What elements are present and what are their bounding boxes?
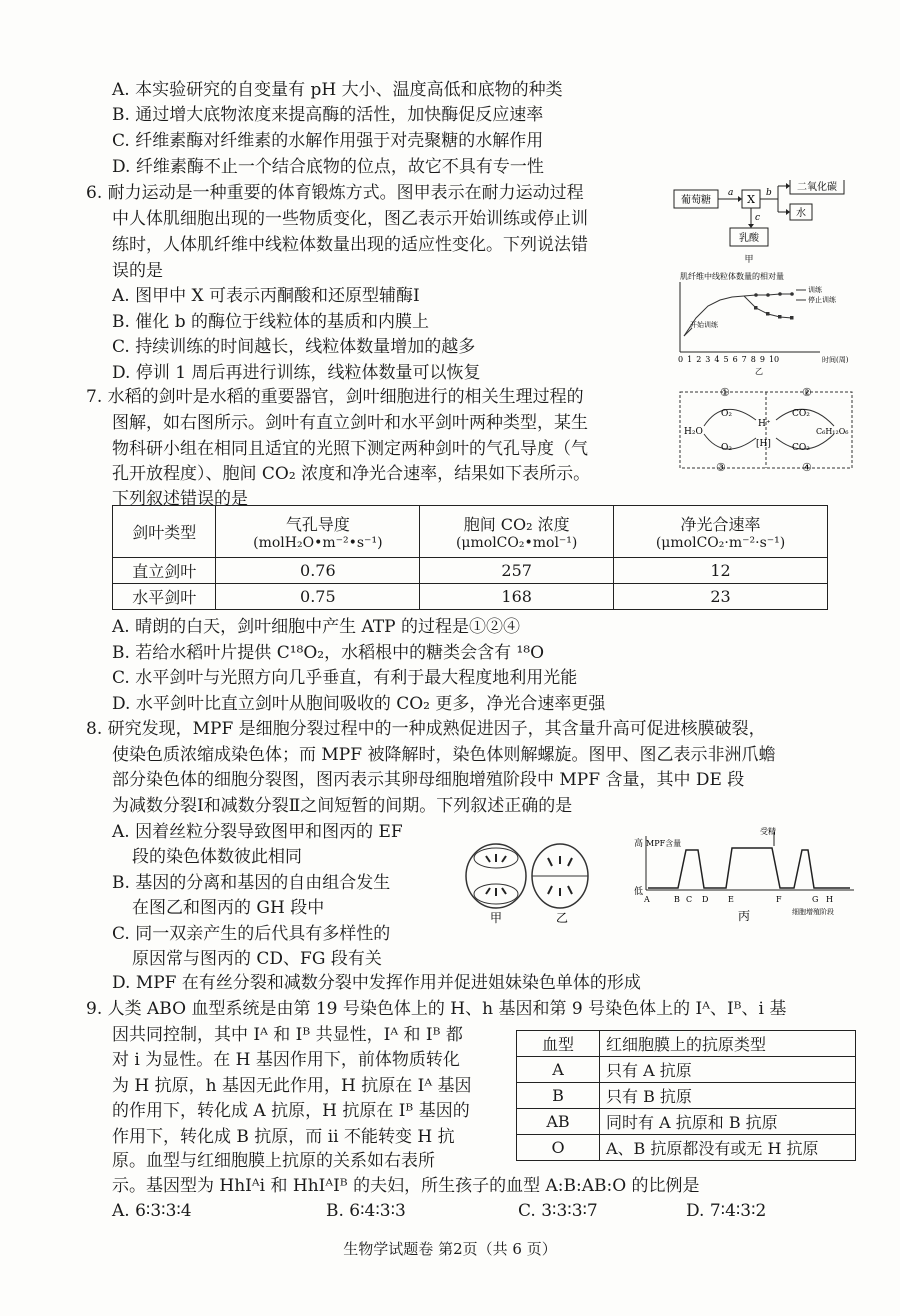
q6-option-c: C. 持续训练的时间越长，线粒体数量增加的越多 — [112, 337, 476, 357]
q6-figure-yi — [670, 270, 865, 378]
q8-stem-1: 8. 研究发现，MPF 是细胞分裂过程中的一种成熟促进因子，其含量升高可促进核膜破裂， — [86, 719, 766, 739]
q6-stem-3: 练时，人体肌纤维中线粒体数量出现的适应性变化。下列说法错 — [112, 235, 588, 255]
svg-text:细胞增殖阶段: 细胞增殖阶段 — [792, 908, 834, 916]
q7-option-d: D. 水平剑叶比直立剑叶从胞间吸收的 CO₂ 更多，净光合速率更强 — [112, 694, 606, 714]
q7-th-type: 剑叶类型 — [113, 506, 216, 558]
svg-text:受精: 受精 — [760, 827, 776, 836]
q9-stem-3: 对 i 为显性。在 H 基因作用下，前体物质转化 — [112, 1050, 460, 1070]
q7-stem-2: 图解，如右图所示。剑叶有直立剑叶和水平剑叶两种类型，某生 — [112, 413, 588, 433]
q6-option-d: D. 停训 1 周后再进行训练，线粒体数量可以恢复 — [112, 363, 481, 383]
svg-text:肌纤维中线粒体数量的相对量: 肌纤维中线粒体数量的相对量 — [680, 272, 784, 281]
q9-option-d: D. 7∶4∶3∶2 — [686, 1201, 767, 1221]
water-label: 水 — [796, 208, 806, 219]
q8-option-d: D. MPF 在有丝分裂和减数分裂中发挥作用并促进姐妹染色单体的形成 — [112, 973, 641, 993]
table-row: B 只有 B 抗原 — [517, 1083, 856, 1109]
svg-text:b: b — [766, 188, 772, 198]
svg-text:c: c — [755, 213, 761, 223]
q9-stem-6: 作用下，转化成 B 抗原，而 ii 不能转变 H 抗 — [112, 1127, 455, 1147]
q9-option-c: C. 3∶3∶3∶7 — [518, 1201, 598, 1221]
q9-stem-4: 为 H 抗原，h 基因无此作用，H 抗原在 Iᴬ 基因 — [112, 1076, 472, 1096]
svg-text:O₂: O₂ — [721, 409, 732, 419]
svg-text:E: E — [728, 895, 734, 904]
table-row: 水平剑叶 0.75 168 23 — [113, 584, 828, 610]
q9-stem-7: 原。血型与红细胞膜上抗原的关系如右表所 — [112, 1151, 435, 1171]
q5-option-d: D. 纤维素酶不止一个结合底物的位点，故它不具有专一性 — [112, 157, 544, 177]
q8-option-c: C. 同一双亲产生的后代具有多样性的 — [112, 924, 391, 944]
q6-option-b: B. 催化 b 的酶位于线粒体的基质和内膜上 — [112, 312, 429, 332]
svg-text:A: A — [644, 895, 650, 904]
svg-text:F: F — [776, 895, 782, 904]
svg-text:时间(周): 时间(周) — [822, 356, 849, 364]
q7-table: 剑叶类型 气孔导度 (molH₂O•m⁻²•s⁻¹) 胞间 CO₂ 浓度 (μmolCO₂•mol⁻¹) 净光合速率 (μmolCO₂·m⁻²·s⁻¹) 直立剑叶 0.76 257 12 水平剑叶 0.75 168 23 — [112, 505, 828, 610]
table-row: AB 同时有 A 抗原和 B 抗原 — [517, 1109, 856, 1135]
svg-text:[H]: [H] — [756, 439, 771, 449]
q8-option-a-2: 段的染色体数彼此相同 — [132, 847, 302, 867]
q7-stem-5: 下列叙述错误的是 — [112, 489, 248, 509]
svg-text:G: G — [812, 895, 819, 904]
q5-option-c: C. 纤维素酶对纤维素的水解作用强于对壳聚糖的水解作用 — [112, 131, 544, 151]
svg-text:H₂O: H₂O — [684, 427, 703, 437]
q7-figure — [676, 386, 856, 474]
q5-option-b: B. 通过增大底物浓度来提高酶的活性，加快酶促反应速率 — [112, 105, 544, 125]
q6-stem-1: 6. 耐力运动是一种重要的体育锻炼方式。图甲表示在耐力运动过程 — [86, 183, 584, 203]
svg-text:MPF含量: MPF含量 — [646, 839, 682, 848]
svg-text:停止训练: 停止训练 — [808, 296, 836, 304]
q7-option-b: B. 若给水稻叶片提供 C¹⁸O₂，水稻根中的糖类会含有 ¹⁸O — [112, 643, 545, 663]
svg-text:高: 高 — [634, 839, 644, 849]
q8-stem-3: 部分染色体的细胞分裂图，图丙表示其卵母细胞增殖阶段中 MPF 含量，其中 DE 段 — [112, 770, 745, 790]
q8-option-a: A. 因着丝粒分裂导致图甲和图丙的 EF — [112, 822, 403, 842]
svg-text:开始训练: 开始训练 — [690, 321, 718, 329]
table-row: O A、B 抗原都没有或无 H 抗原 — [517, 1135, 856, 1161]
svg-text:丙: 丙 — [738, 909, 751, 923]
q9-stem-1: 9. 人类 ABO 血型系统是由第 19 号染色体上的 H、h 基因和第 9 号染色体上的 Iᴬ、Iᴮ、i 基 — [86, 999, 787, 1019]
svg-text:D: D — [702, 895, 709, 904]
svg-text:低: 低 — [634, 887, 644, 897]
glucose-label: 葡萄糖 — [681, 195, 711, 206]
yi-ticks: 0 1 2 3 4 5 6 7 8 9 10 — [678, 355, 780, 364]
svg-text:O₂: O₂ — [721, 443, 732, 453]
q5-option-a: A. 本实验研究的自变量有 pH 大小、温度高低和底物的种类 — [112, 80, 563, 100]
q6-stem-2: 中人体肌细胞出现的一些物质变化，图乙表示开始训练或停止训 — [112, 209, 588, 229]
q8-option-b-2: 在图乙和图丙的 GH 段中 — [132, 898, 325, 918]
fig-jia-caption: 甲 — [744, 255, 754, 265]
q8-option-b: B. 基因的分离和基因的自由组合发生 — [112, 873, 391, 893]
q9-stem-8: 示。基因型为 HhIᴬi 和 HhIᴬIᴮ 的夫妇，所生孩子的血型 A:B:AB:O 的比例是 — [112, 1176, 700, 1196]
q7-stem-3: 物科研小组在相同且适宜的光照下测定两种剑叶的气孔导度（气 — [112, 439, 588, 459]
svg-text:CO₂: CO₂ — [792, 409, 810, 419]
q6-option-a: A. 图甲中 X 可表示丙酮酸和还原型辅酶I — [112, 286, 420, 306]
svg-text:H⁺: H⁺ — [758, 419, 771, 429]
svg-text:④: ④ — [802, 461, 812, 474]
q9-option-b: B. 6∶4∶3∶3 — [326, 1201, 406, 1221]
q7-stem-1: 7. 水稻的剑叶是水稻的重要器官，剑叶细胞进行的相关生理过程的 — [86, 387, 584, 407]
q8-stem-4: 为减数分裂Ⅰ和减数分裂Ⅱ之间短暂的间期。下列叙述正确的是 — [112, 796, 573, 816]
svg-text:a: a — [728, 188, 734, 198]
svg-text:H: H — [826, 895, 833, 904]
table-row: A 只有 A 抗原 — [517, 1057, 856, 1083]
svg-text:CO₂: CO₂ — [792, 443, 810, 453]
lactic-label: 乳酸 — [739, 233, 759, 244]
svg-text:C: C — [686, 895, 693, 904]
q6-figure-jia — [670, 180, 860, 265]
q9-stem-2: 因共同控制，其中 Iᴬ 和 Iᴮ 共显性，Iᴬ 和 Iᴮ 都 — [112, 1025, 463, 1045]
q7-option-a: A. 晴朗的白天，剑叶细胞中产生 ATP 的过程是①②④ — [112, 617, 521, 637]
q8-option-c-2: 原因常与图丙的 CD、FG 段有关 — [132, 949, 382, 969]
q7-option-c: C. 水平剑叶与光照方向几乎垂直，有利于最大程度地利用光能 — [112, 668, 578, 688]
svg-text:②: ② — [802, 386, 812, 399]
svg-text:甲: 甲 — [490, 911, 503, 925]
q9-table: 血型 红细胞膜上的抗原类型 A 只有 A 抗原 B 只有 B 抗原 AB 同时有 A 抗原和 B 抗原 O A、B 抗原都没有或无 H 抗原 — [516, 1030, 856, 1161]
q6-stem-4: 误的是 — [112, 261, 163, 281]
q8-stem-2: 使染色质浓缩成染色体；而 MPF 被降解时，染色体则解螺旋。图甲、图乙表示非洲爪蟾 — [112, 745, 776, 765]
svg-text:X: X — [747, 193, 755, 206]
svg-text:C₆H₁₂O₆: C₆H₁₂O₆ — [816, 427, 849, 436]
q8-cell-figures — [462, 838, 592, 928]
svg-text:①: ① — [720, 386, 730, 399]
table-row: 直立剑叶 0.76 257 12 — [113, 558, 828, 584]
q7-stem-4: 孔开放程度）、胞间 CO₂ 浓度和净光合速率，结果如下表所示。 — [112, 464, 591, 484]
svg-text:③: ③ — [716, 461, 726, 474]
svg-text:训练: 训练 — [808, 286, 822, 294]
q9-stem-5: 的作用下，转化成 A 抗原，H 抗原在 Iᴮ 基因的 — [112, 1101, 470, 1121]
svg-text:B: B — [674, 895, 680, 904]
page-footer: 生物学试题卷 第2页（共 6 页） — [343, 1240, 557, 1258]
svg-text:乙: 乙 — [755, 367, 763, 376]
q8-figure-bing — [632, 826, 868, 924]
co2-label: 二氧化碳 — [797, 182, 837, 193]
q9-option-a: A. 6∶3∶3∶4 — [112, 1201, 192, 1221]
svg-text:乙: 乙 — [556, 911, 569, 925]
